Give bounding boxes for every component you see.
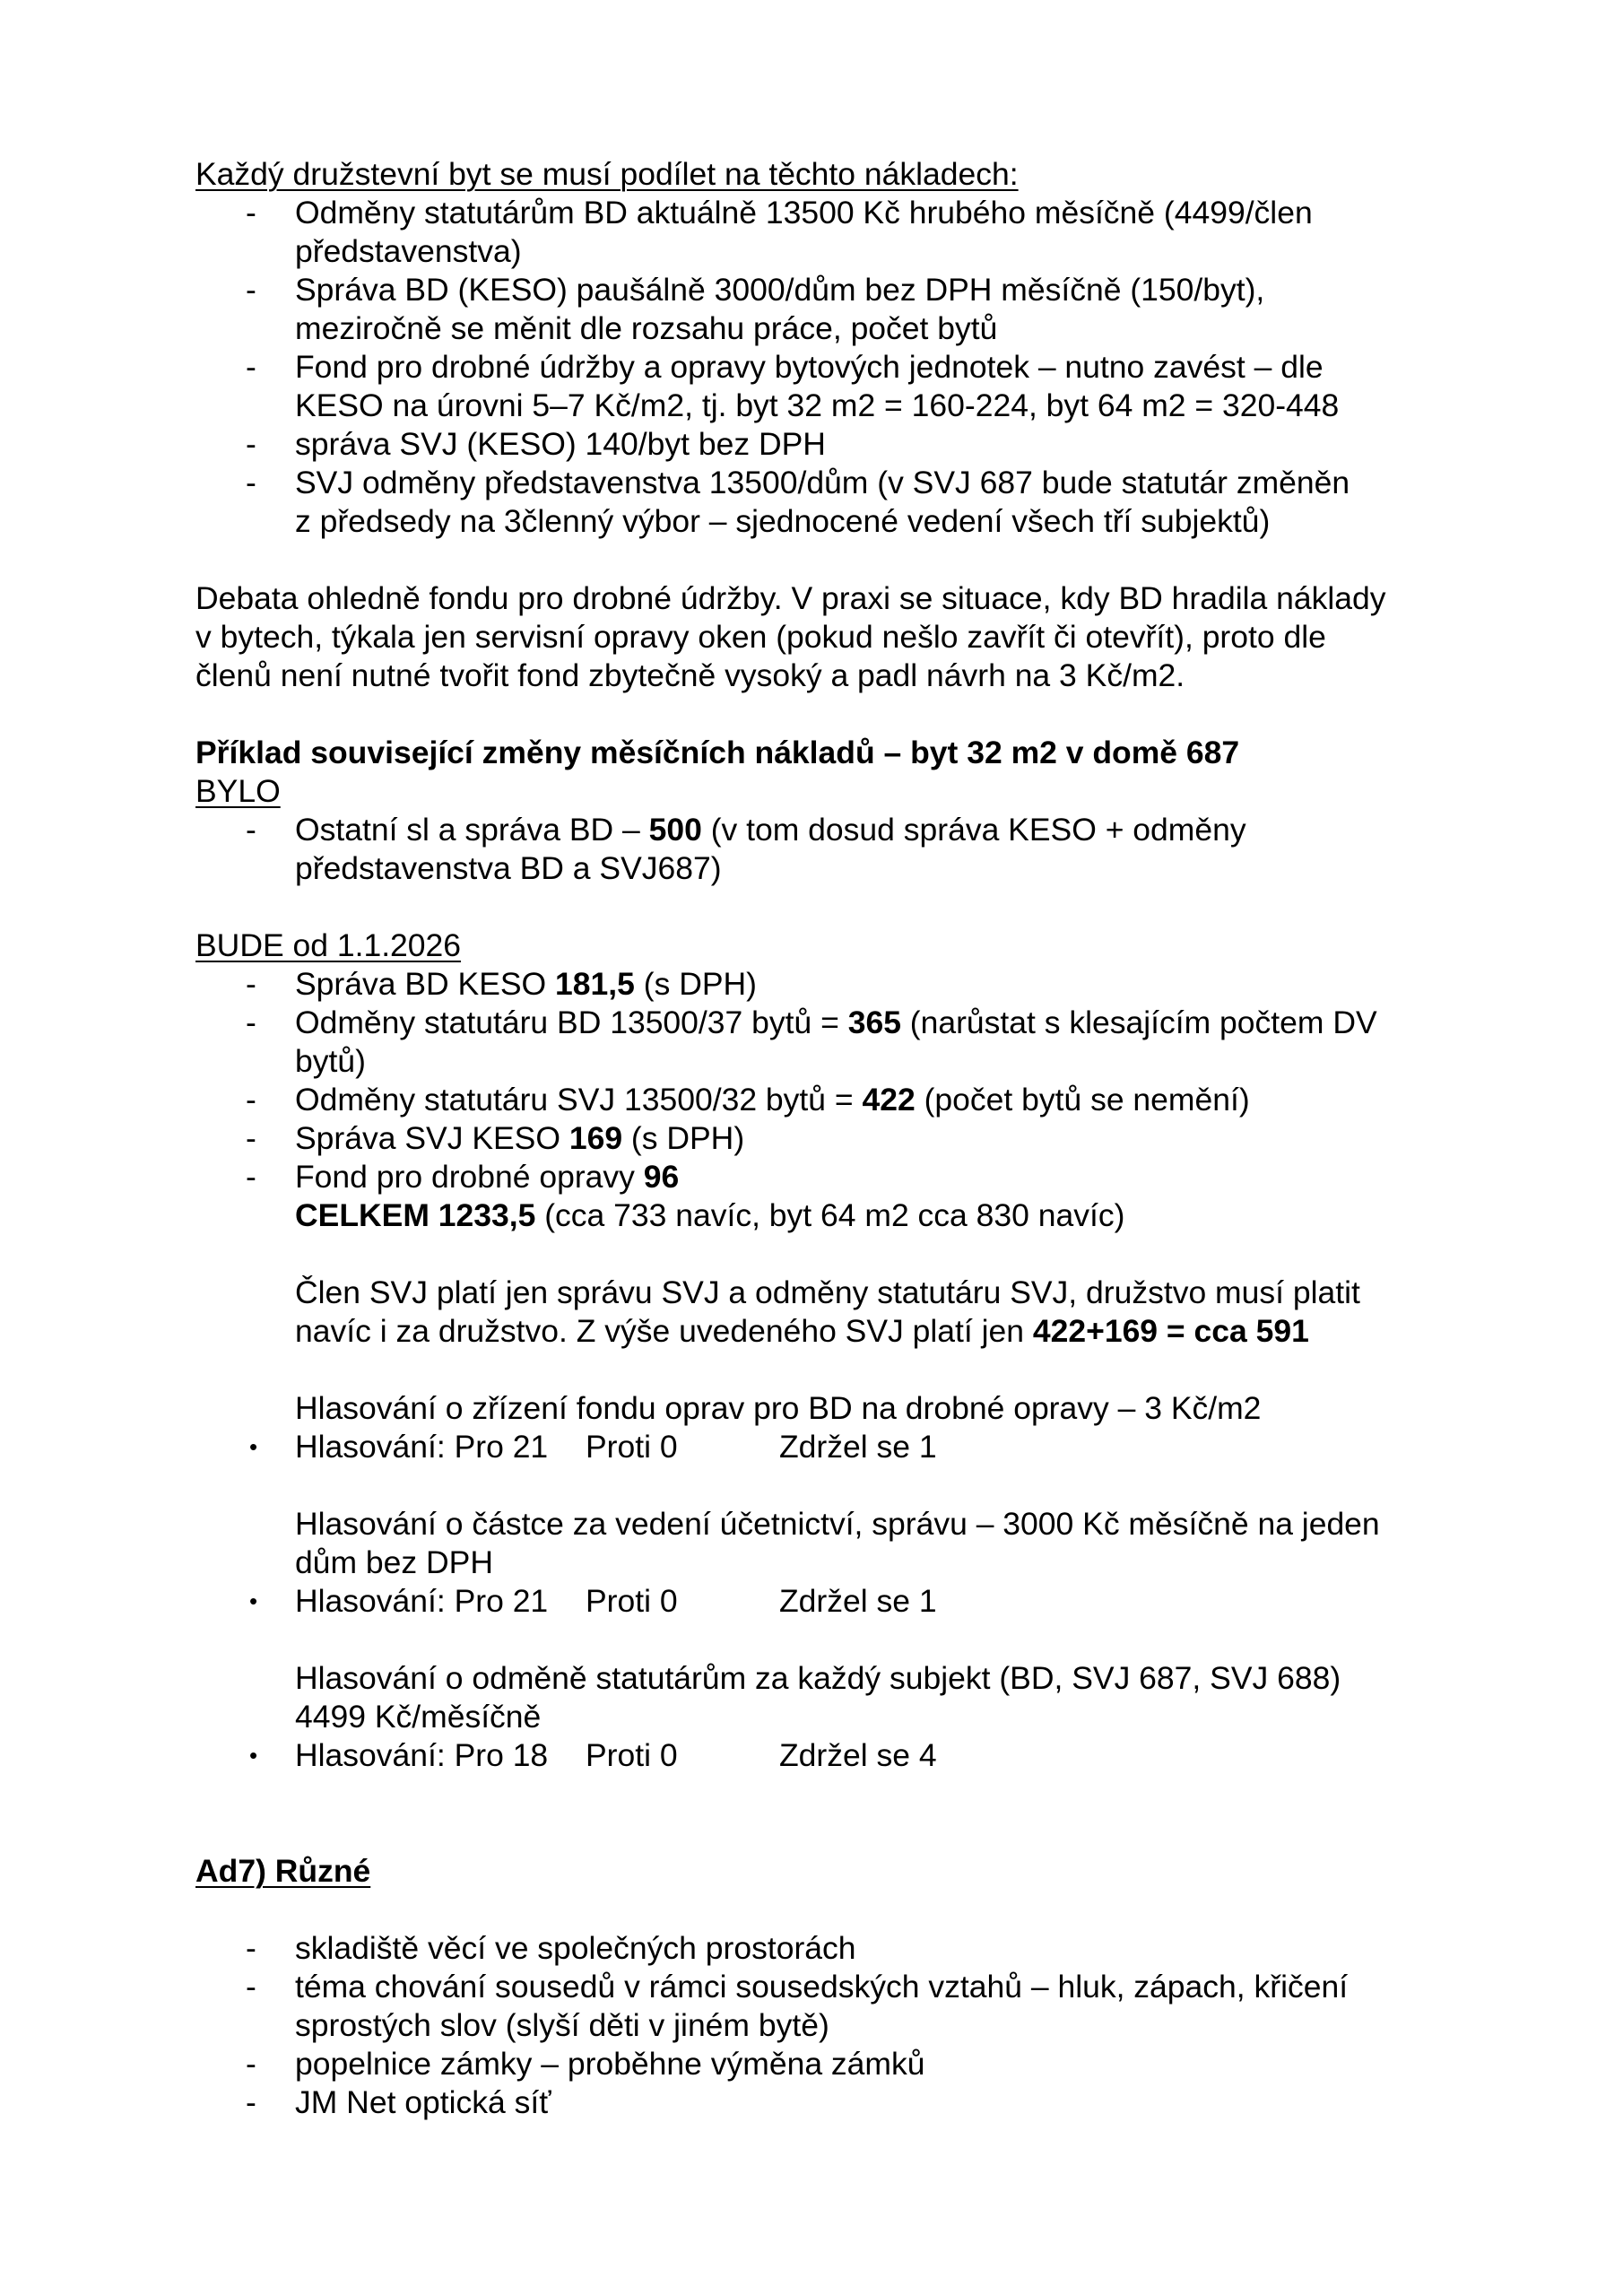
will-item: - Správa SVJ KESO 169 (s DPH) — [246, 1120, 745, 1156]
vote-result: • Hlasování: Pro 21 Proti 0 Zdržel se 1 — [249, 1583, 937, 1619]
dash-marker: - — [246, 812, 256, 848]
bullet-marker: • — [249, 1587, 258, 1614]
dash-marker: - — [246, 349, 256, 385]
will-item: - Správa BD KESO 181,5 (s DPH) — [246, 966, 757, 1002]
example-heading: Příklad související změny měsíčních nákladů – byt 32 m2 v domě 687 — [195, 735, 1240, 770]
bullet-marker: • — [249, 1433, 258, 1460]
dash-marker: - — [246, 1082, 256, 1118]
vote-topic: Hlasování o částce za vedení účetnictví, správu – 3000 Kč měsíčně na jeden — [295, 1506, 1380, 1542]
cost-item: - správa SVJ (KESO) 140/byt bez DPH — [246, 426, 826, 462]
dash-marker: - — [246, 1969, 256, 2005]
total-line: CELKEM 1233,5 (cca 733 navíc, byt 64 m2 cca 830 navíc) — [295, 1197, 1125, 1233]
was-item: - Ostatní sl a správa BD – 500 (v tom dosud správa KESO + odměny představenstva BD a SVJ687) — [246, 812, 1246, 886]
was-label: BYLO — [195, 773, 281, 809]
dash-marker: - — [246, 465, 256, 500]
cost-item: - Správa BD (KESO) paušálně 3000/dům bez DPH měsíčně (150/byt), meziročně se měnit dle rozsahu práce, počet bytů — [246, 272, 1265, 346]
misc-item: - popelnice zámky – proběhne výměna zámků — [246, 2046, 925, 2082]
misc-item: - skladiště věcí ve společných prostorách — [246, 1930, 856, 1966]
debate-paragraph: Debata ohledně fondu pro drobné údržby. V praxi se situace, kdy BD hradila náklady v bytech, týkala jen servisní opravy oken (pokud nešlo zavřít či otevřít), proto dle členů není nutné tvořit fond zbytečně vysoký a padl návrh na 3 Kč/m2. — [195, 580, 1386, 693]
will-list — [195, 965, 1451, 1235]
document-page — [195, 155, 1451, 2122]
vote-topic: Hlasování o zřízení fondu oprav pro BD na drobné opravy – 3 Kč/m2 — [295, 1390, 1262, 1426]
dash-marker: - — [246, 1120, 256, 1156]
vote-result: • Hlasování: Pro 21 Proti 0 Zdržel se 1 — [249, 1429, 937, 1465]
dash-marker: - — [246, 272, 256, 308]
dash-marker: - — [246, 1004, 256, 1040]
dash-marker: - — [246, 426, 256, 462]
svj-note: Člen SVJ platí jen správu SVJ a odměny statutáru SVJ, družstvo musí platit navíc i za družstvo. Z výše uvedeného SVJ platí jen 422+169 = cca 591 — [295, 1274, 1360, 1349]
vote-block: Hlasování o částce za vedení účetnictví, správu – 3000 Kč měsíčně na jeden dům bez DPH • Hlasování: Pro 21 Proti 0 Zdržel se 1 — [195, 1505, 1451, 1621]
misc-item: - JM Net optická síť — [246, 2084, 551, 2120]
dash-marker: - — [246, 1159, 256, 1195]
vote-block — [195, 1389, 1451, 1466]
misc-heading: Ad7) Různé — [195, 1853, 371, 1889]
intro-heading: Každý družstevní byt se musí podílet na těchto nákladech: — [195, 156, 1019, 192]
cost-item: - Odměny statutárům BD aktuálně 13500 Kč hrubého měsíčně (4499/člen představenstva) — [246, 195, 1313, 269]
vote-topic: Hlasování o odměně statutárům za každý subjekt (BD, SVJ 687, SVJ 688) — [295, 1660, 1341, 1696]
cost-item: - SVJ odměny představenstva 13500/dům (v SVJ 687 bude statutár změněn z předsedy na 3členný výbor – sjednocené vedení všech tří subjektů) — [246, 465, 1350, 539]
dash-marker: - — [246, 966, 256, 1002]
cost-items-list — [195, 194, 1451, 541]
vote-block: Hlasování o odměně statutárům za každý subjekt (BD, SVJ 687, SVJ 688) 4499 Kč/měsíčně • Hlasování: Pro 18 Proti 0 Zdržel se 4 — [195, 1659, 1451, 1775]
was-amount: 500 — [648, 812, 702, 848]
bullet-marker: • — [249, 1742, 258, 1769]
dash-marker: - — [246, 195, 256, 230]
dash-marker: - — [246, 2046, 256, 2082]
will-item: - Odměny statutáru SVJ 13500/32 bytů = 422 (počet bytů se nemění) — [246, 1082, 1250, 1118]
will-item: - Odměny statutáru BD 13500/37 bytů = 365 (narůstat s klesajícím počtem DV bytů) — [246, 1004, 1377, 1079]
dash-marker: - — [246, 2084, 256, 2120]
misc-item: - téma chování sousedů v rámci sousedských vztahů – hluk, zápach, křičení sprostých slov (slyší děti v jiném bytě) — [246, 1969, 1349, 2043]
will-item: - Fond pro drobné opravy 96 CELKEM 1233,5 (cca 733 navíc, byt 64 m2 cca 830 navíc) — [195, 1158, 1451, 1235]
vote-result: • Hlasování: Pro 18 Proti 0 Zdržel se 4 — [249, 1737, 937, 1773]
was-list — [195, 811, 1451, 888]
misc-list — [195, 1929, 1451, 2122]
dash-marker: - — [246, 1930, 256, 1966]
will-label: BUDE od 1.1.2026 — [195, 927, 462, 963]
cost-item: - Fond pro drobné údržby a opravy bytových jednotek – nutno zavést – dle KESO na úrovni 5–7 Kč/m2, tj. byt 32 m2 = 160-224, byt 64 m2 = 320-448 — [246, 349, 1340, 423]
